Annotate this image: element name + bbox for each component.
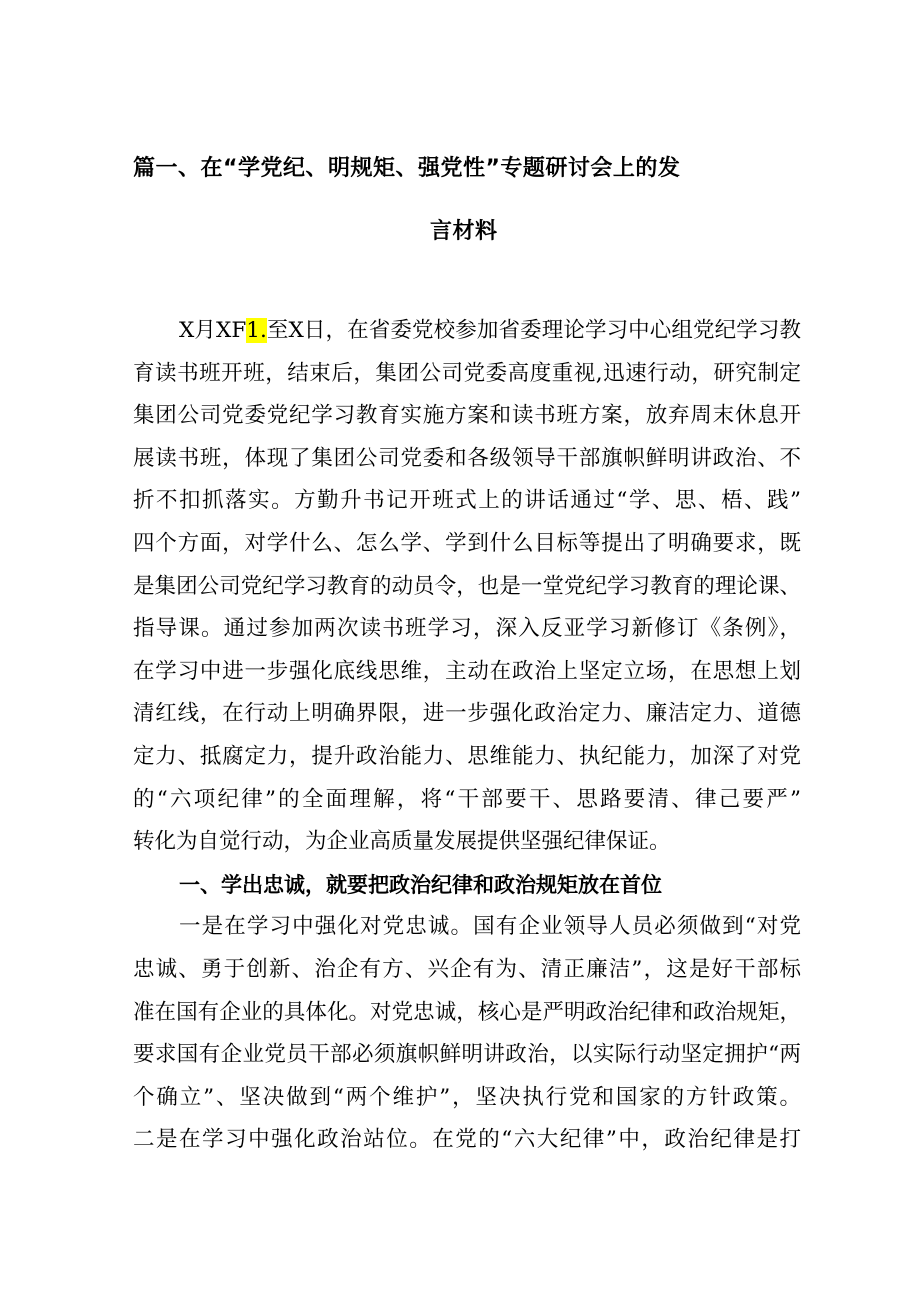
- paragraph-line: 准在国有企业的具体化。对党忠诚，核心是严明政治纪律和政治规矩，: [133, 999, 801, 1025]
- paragraph-line: 指导课。通过参加两次读书班学习，深入反亚学习新修订《条例》，: [133, 616, 801, 642]
- document-body: [133, 310, 801, 1162]
- paragraph-line: 的“六项纪律”的全面理解，将“干部要干、思路要清、律己要严”: [133, 786, 801, 812]
- paragraph-line: 展读书班，体现了集团公司党委和各级领导干部旗帜鲜明讲政治、不: [133, 445, 801, 471]
- paragraph-line: 个确立”、坚决做到“两个维护”，坚决执行党和国家的方针政策。: [133, 1084, 801, 1110]
- paragraph-1-first-line-rest: 至X日，在省委党校参加省委理论学习中心组党纪学习教: [266, 318, 801, 343]
- paragraph-line: 四个方面，对学什么、怎么学、学到什么目标等提出了明确要求，既: [133, 530, 801, 556]
- paragraph-line: 折不扣抓落实。方勤升书记开班式上的讲话通过“学、思、梧、践”: [133, 488, 801, 514]
- paragraph-line: 在学习中进一步强化底线思维，主动在政治上坚定立场，在思想上划: [133, 658, 801, 684]
- paragraph-line: 定力、抵腐定力，提升政治能力、思维能力、执纪能力，加深了对党: [133, 743, 801, 769]
- paragraph-line: 二是在学习中强化政治站位。在党的“六大纪律”中，政治纪律是打: [133, 1127, 801, 1153]
- section-1-heading: 一、学出忠诚，就要把政治纪律和政治规矩放在首位: [179, 872, 662, 897]
- paragraph-1-first-line: [133, 310, 801, 353]
- document-title-line-2: 言材料: [430, 219, 498, 244]
- paragraph-line: 育读书班开班，结束后，集团公司党委高度重视,迅速行动，研究制定: [133, 360, 801, 386]
- highlighted-text: 1.: [246, 318, 267, 343]
- paragraph-line: 是集团公司党纪学习教育的动员令，也是一堂党纪学习教育的理论课、: [133, 573, 801, 599]
- paragraph-2-first-line: 一是在学习中强化对党忠诚。国有企业领导人员必须做到“对党: [179, 914, 801, 940]
- paragraph-line: 忠诚、勇于创新、治企有方、兴企有为、清正廉洁”，这是好干部标: [133, 956, 801, 982]
- paragraph-line: 集团公司党委党纪学习教育实施方案和读书班方案，放弃周末休息开: [133, 403, 801, 429]
- paragraph-line-last: 转化为自觉行动，为企业高质量发展提供坚强纪律保证。: [133, 829, 671, 855]
- date-text: X月XF: [179, 318, 247, 343]
- paragraph-line: 清红线，在行动上明确界限，进一步强化政治定力、廉洁定力、道德: [133, 701, 801, 727]
- paragraph-line: 要求国有企业党员干部必须旗帜鲜明讲政治，以实际行动坚定拥护“两: [133, 1042, 801, 1068]
- document-title-line-1: 篇一、在“学党纪、明规矩、强党性”专题研讨会上的发: [133, 156, 681, 181]
